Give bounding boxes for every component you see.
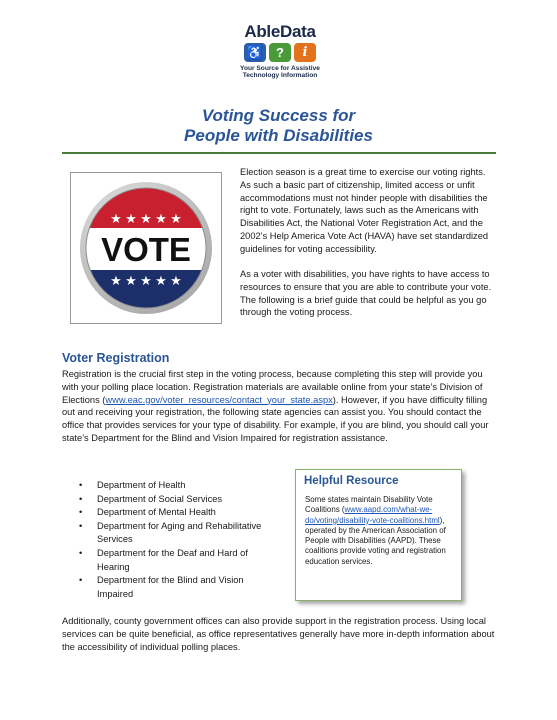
section-heading-voter-registration: Voter Registration bbox=[62, 351, 170, 365]
star-icon: ★ bbox=[170, 274, 182, 289]
agency-label: Department for the Deaf and Hard of Hearing bbox=[97, 547, 248, 572]
list-item bbox=[79, 506, 279, 520]
list-item bbox=[79, 479, 279, 493]
agency-label: Department of Social Services bbox=[97, 493, 223, 504]
helpful-resource-text bbox=[305, 495, 453, 567]
agency-label: Department for Aging and Rehabilitative Services bbox=[97, 520, 262, 545]
state-elections-link[interactable]: www.eac.gov/voter_resources/contact_your_state.aspx bbox=[105, 394, 333, 405]
resource-text-end: ), operated by the American Association of People with Disabilities (AAPD). These coalitions provide voting and registration education services. bbox=[305, 515, 446, 566]
bullet: • bbox=[79, 547, 83, 558]
info-icon: i bbox=[294, 43, 316, 62]
intro-text bbox=[240, 166, 498, 332]
abledata-logo bbox=[222, 22, 338, 80]
bullet: • bbox=[79, 575, 83, 586]
star-icon: ★ bbox=[125, 212, 137, 227]
vote-text: VOTE bbox=[101, 231, 191, 268]
logo-tagline-line2: Technology Information bbox=[242, 72, 318, 80]
star-icon: ★ bbox=[125, 274, 137, 289]
page-title bbox=[0, 106, 557, 146]
star-icon: ★ bbox=[110, 274, 122, 289]
bullet: • bbox=[79, 493, 83, 504]
question-icon: ? bbox=[269, 43, 291, 62]
intro-paragraph-2: As a voter with disabilities, you have rights to have access to resources to ensure that you are able to contribute your vote. The following is a brief guide that could be helpful as you go through the voting process. bbox=[240, 269, 492, 318]
star-icon: ★ bbox=[155, 274, 167, 289]
star-icon: ★ bbox=[140, 212, 152, 227]
list-item bbox=[79, 574, 279, 601]
agency-list bbox=[79, 479, 279, 601]
resource-text-start: Some states maintain Disability Vote Coalitions ( bbox=[305, 495, 433, 515]
star-icon: ★ bbox=[140, 274, 152, 289]
logo-icon-row bbox=[222, 43, 338, 62]
intro-paragraph-1: Election season is a great time to exercise our voting rights. As such a basic part of citizenship, limited access or unfit accommodations must not hinder people with disabilities the right to vote. Fortunately, laws such as the Americans with Disabilities Act, the National Voter Registration Act, and the 2002’s Help America Vote Act (HAVA) have set standardized guidelines for voting accessibility. bbox=[240, 167, 489, 254]
bullet: • bbox=[79, 520, 83, 531]
helpful-resource-box bbox=[295, 469, 462, 601]
agency-label: Department of Mental Health bbox=[97, 507, 216, 518]
agency-label: Department for the Blind and Vision Impaired bbox=[97, 575, 244, 599]
logo-tagline-line1: Your Source for Assistive bbox=[240, 65, 320, 72]
aapd-coalitions-link[interactable]: www.aapd.com/what-we-do/voting/disability-vote-coalitions.html bbox=[305, 505, 440, 525]
wheelchair-icon: ♿ bbox=[244, 43, 266, 62]
list-item bbox=[79, 520, 279, 547]
page-title-line2: People with Disabilities bbox=[184, 126, 373, 145]
helpful-resource-title: Helpful Resource bbox=[304, 475, 399, 487]
star-icon: ★ bbox=[155, 212, 167, 227]
bullet: • bbox=[79, 507, 83, 518]
star-icon: ★ bbox=[110, 212, 122, 227]
agency-label: Department of Health bbox=[97, 480, 186, 490]
registration-text-start: Registration is the crucial first step in the voting process, because completing this step will provide you with your polling place location. Registration materials are available online from your state’s Division of Elections ( bbox=[62, 369, 483, 405]
logo-wordmark: AbleData bbox=[244, 22, 316, 41]
list-item bbox=[79, 547, 279, 574]
bullet: • bbox=[79, 480, 83, 490]
registration-paragraph-2: Additionally, county government offices can also provide support in the registration process. Using local services can be quite beneficial, as office representatives generally have more in-depth information about the accessibility of individual polling places. bbox=[62, 616, 495, 652]
list-item bbox=[79, 493, 279, 507]
page-title-line1: Voting Success for bbox=[201, 106, 356, 125]
logo-tagline bbox=[222, 65, 338, 80]
title-divider bbox=[62, 152, 496, 154]
registration-text-end: ). However, if you have difficulty filling out and receiving your registration, the following state agencies can assist you. You should contact the office that provides services for your type of disability. For example, if you are blind, you should call your state’s Department for the Blind and Vision Impaired for registration assistance. bbox=[62, 394, 489, 443]
registration-paragraph-1 bbox=[62, 368, 498, 445]
vote-button-graphic bbox=[71, 173, 221, 323]
star-icon: ★ bbox=[170, 212, 182, 227]
vote-button-image bbox=[70, 172, 222, 324]
